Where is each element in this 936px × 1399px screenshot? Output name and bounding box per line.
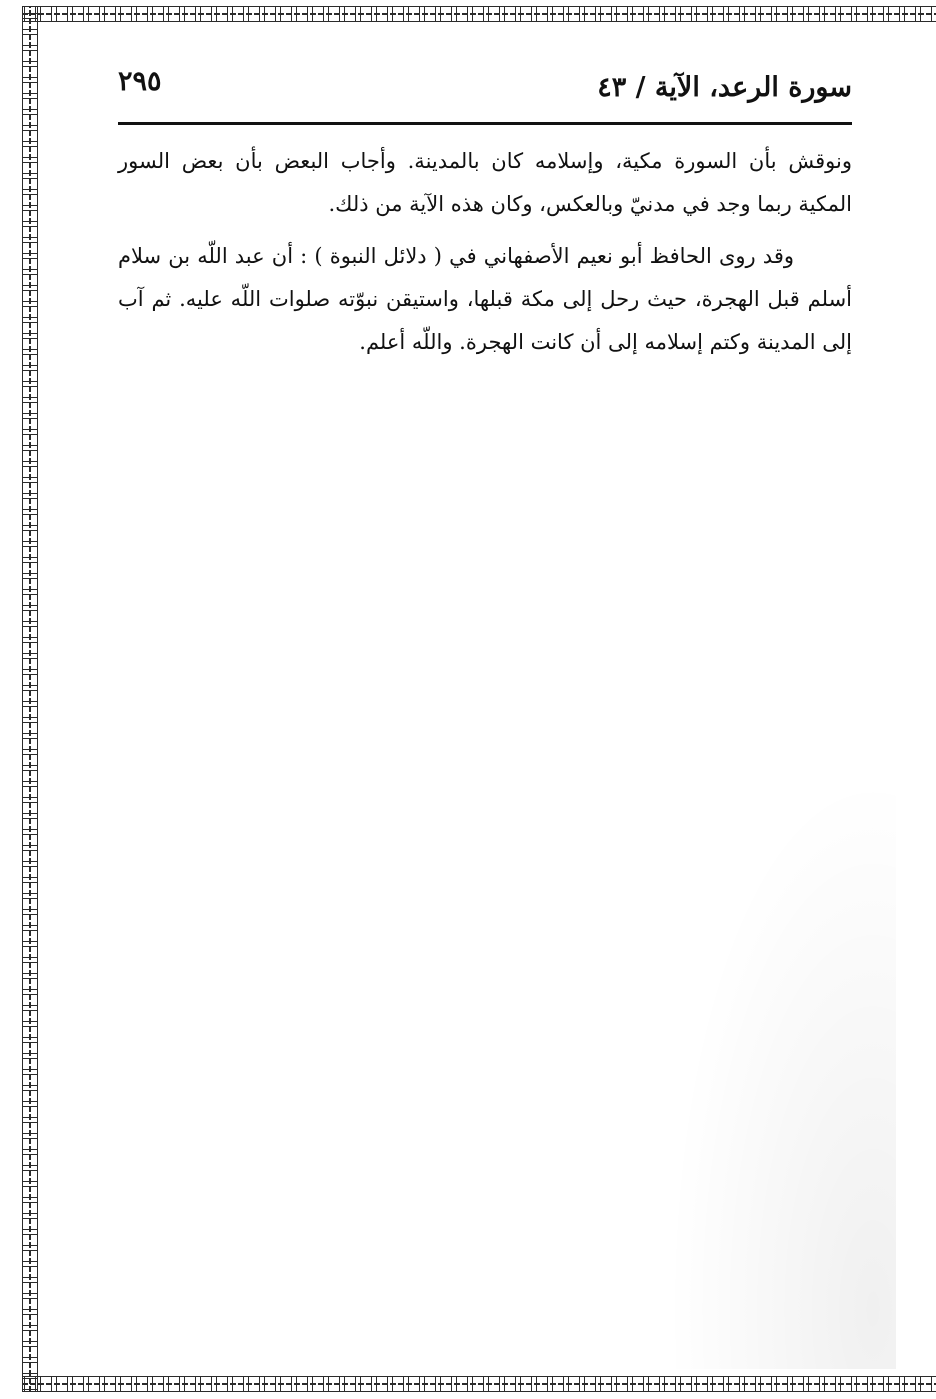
- border-left-ornament: [22, 6, 38, 1392]
- border-bottom-ornament: [22, 1376, 936, 1392]
- page-header: [118, 66, 852, 122]
- header-rule: [118, 122, 852, 125]
- scan-shading: [666, 769, 896, 1369]
- page-number: ٢٩٥: [118, 66, 162, 97]
- paragraph-1: ونوقش بأن السورة مكية، وإسلامه كان بالمدينة. وأجاب البعض بأن بعض السور المكية ربما وجد في مدنيّ وبالعكس، وكان هذه الآية من ذلك.: [118, 149, 852, 216]
- body-text: [118, 140, 852, 373]
- running-title: سورة الرعد، الآية / ٤٣: [597, 72, 852, 103]
- paragraph-2: وقد روى الحافظ أبو نعيم الأصفهاني في ( دلائل النبوة ) : أن عبد اللّه بن سلام أسلم قبل الهجرة، حيث رحل إلى مكة قبلها، واستيقن نبوّته صلوات اللّه عليه. ثم آب إلى المدينة وكتم إسلامه إلى أن كانت الهجرة. واللّه أعلم.: [118, 244, 852, 354]
- border-top-ornament: [22, 6, 936, 22]
